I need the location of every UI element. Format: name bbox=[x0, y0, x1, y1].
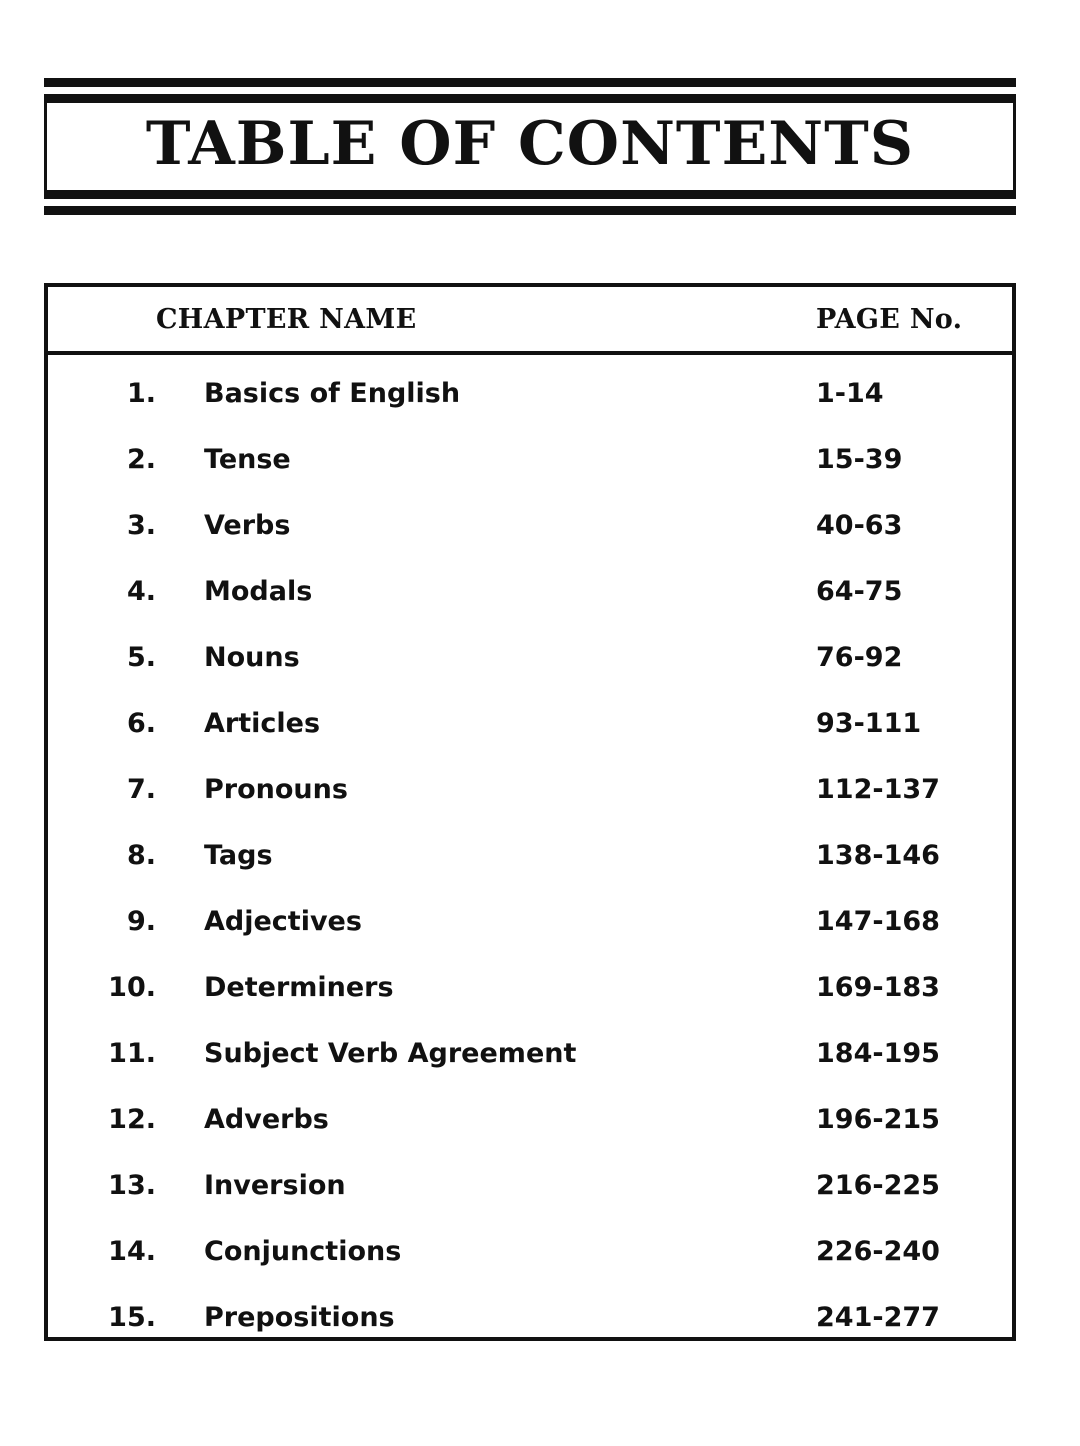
row-chapter-cell bbox=[156, 691, 772, 757]
row-number: 6. bbox=[126, 708, 156, 739]
row-pages: 64-75 bbox=[816, 576, 903, 607]
title-rule-bottom-outer bbox=[44, 206, 1016, 215]
row-page-cell bbox=[772, 823, 1012, 889]
row-number-cell bbox=[48, 757, 156, 823]
row-number-cell bbox=[48, 1153, 156, 1219]
row-pages: 196-215 bbox=[816, 1104, 940, 1135]
row-chapter: Subject Verb Agreement bbox=[204, 1038, 577, 1069]
title-block bbox=[44, 78, 1016, 215]
row-number: 3. bbox=[126, 510, 156, 541]
page-title: TABLE OF CONTENTS bbox=[145, 109, 915, 179]
row-chapter-cell bbox=[156, 1219, 772, 1285]
row-chapter: Tags bbox=[204, 840, 273, 871]
row-number-cell bbox=[48, 1285, 156, 1351]
row-page-cell bbox=[772, 493, 1012, 559]
row-pages: 40-63 bbox=[816, 510, 903, 541]
row-chapter: Pronouns bbox=[204, 774, 348, 805]
row-chapter-cell bbox=[156, 1285, 772, 1351]
row-chapter: Inversion bbox=[204, 1170, 346, 1201]
row-chapter: Verbs bbox=[204, 510, 291, 541]
row-chapter: Tense bbox=[204, 444, 291, 475]
header-page-label: PAGE No. bbox=[816, 303, 963, 335]
row-chapter: Conjunctions bbox=[204, 1236, 402, 1267]
row-page-cell bbox=[772, 427, 1012, 493]
row-page-cell bbox=[772, 361, 1012, 427]
row-number: 5. bbox=[126, 642, 156, 673]
row-number: 13. bbox=[108, 1170, 156, 1201]
row-page-cell bbox=[772, 757, 1012, 823]
table-row bbox=[48, 1285, 1012, 1351]
table-row bbox=[48, 757, 1012, 823]
row-number-cell bbox=[48, 889, 156, 955]
row-chapter-cell bbox=[156, 625, 772, 691]
row-chapter-cell bbox=[156, 1021, 772, 1087]
title-rule-gap-top bbox=[44, 87, 1016, 94]
row-number: 11. bbox=[108, 1038, 156, 1069]
row-page-cell bbox=[772, 625, 1012, 691]
title-rule-top-outer bbox=[44, 78, 1016, 87]
row-number-cell bbox=[48, 691, 156, 757]
table-row bbox=[48, 955, 1012, 1021]
row-number-cell bbox=[48, 823, 156, 889]
table-row bbox=[48, 427, 1012, 493]
row-number-cell bbox=[48, 1087, 156, 1153]
header-chapter-label: CHAPTER NAME bbox=[156, 303, 417, 335]
row-chapter-cell bbox=[156, 493, 772, 559]
row-chapter: Nouns bbox=[204, 642, 300, 673]
row-pages: 112-137 bbox=[816, 774, 940, 805]
row-chapter: Adverbs bbox=[204, 1104, 329, 1135]
row-number: 4. bbox=[126, 576, 156, 607]
row-chapter-cell bbox=[156, 559, 772, 625]
row-chapter-cell bbox=[156, 889, 772, 955]
table-row bbox=[48, 823, 1012, 889]
header-cell-chapter bbox=[156, 304, 772, 335]
row-page-cell bbox=[772, 1021, 1012, 1087]
row-chapter: Articles bbox=[204, 708, 321, 739]
toc-table bbox=[44, 283, 1016, 1341]
row-pages: 169-183 bbox=[816, 972, 940, 1003]
row-page-cell bbox=[772, 1153, 1012, 1219]
row-number-cell bbox=[48, 1219, 156, 1285]
header-cell-page bbox=[772, 304, 1012, 335]
row-pages: 76-92 bbox=[816, 642, 903, 673]
toc-header-row bbox=[48, 287, 1012, 355]
row-pages: 226-240 bbox=[816, 1236, 940, 1267]
row-chapter-cell bbox=[156, 823, 772, 889]
row-page-cell bbox=[772, 889, 1012, 955]
row-chapter-cell bbox=[156, 1153, 772, 1219]
row-pages: 1-14 bbox=[816, 378, 884, 409]
title-rule-bottom-inner bbox=[44, 190, 1016, 199]
row-number: 1. bbox=[126, 378, 156, 409]
row-number-cell bbox=[48, 361, 156, 427]
row-chapter-cell bbox=[156, 955, 772, 1021]
row-page-cell bbox=[772, 1219, 1012, 1285]
table-row bbox=[48, 1087, 1012, 1153]
row-pages: 216-225 bbox=[816, 1170, 940, 1201]
table-row bbox=[48, 1153, 1012, 1219]
row-chapter: Adjectives bbox=[204, 906, 362, 937]
row-number-cell bbox=[48, 1021, 156, 1087]
row-chapter: Modals bbox=[204, 576, 313, 607]
table-row bbox=[48, 889, 1012, 955]
row-number: 9. bbox=[126, 906, 156, 937]
table-row bbox=[48, 625, 1012, 691]
row-pages: 15-39 bbox=[816, 444, 903, 475]
row-page-cell bbox=[772, 1087, 1012, 1153]
row-number: 15. bbox=[108, 1302, 156, 1333]
row-number-cell bbox=[48, 955, 156, 1021]
row-chapter-cell bbox=[156, 1087, 772, 1153]
row-number-cell bbox=[48, 559, 156, 625]
row-chapter: Determiners bbox=[204, 972, 394, 1003]
title-rule-top-inner bbox=[44, 94, 1016, 103]
row-pages: 93-111 bbox=[816, 708, 922, 739]
row-number: 2. bbox=[126, 444, 156, 475]
row-number-cell bbox=[48, 625, 156, 691]
row-number: 8. bbox=[126, 840, 156, 871]
table-row bbox=[48, 691, 1012, 757]
row-page-cell bbox=[772, 559, 1012, 625]
toc-row-list bbox=[48, 355, 1012, 1351]
row-number: 12. bbox=[108, 1104, 156, 1135]
row-page-cell bbox=[772, 1285, 1012, 1351]
row-page-cell bbox=[772, 955, 1012, 1021]
title-box bbox=[44, 103, 1016, 190]
table-row bbox=[48, 1021, 1012, 1087]
row-chapter: Prepositions bbox=[204, 1302, 395, 1333]
title-rule-gap-bottom bbox=[44, 199, 1016, 206]
row-number: 7. bbox=[126, 774, 156, 805]
row-pages: 241-277 bbox=[816, 1302, 940, 1333]
row-chapter-cell bbox=[156, 427, 772, 493]
row-chapter-cell bbox=[156, 757, 772, 823]
row-number-cell bbox=[48, 427, 156, 493]
row-pages: 184-195 bbox=[816, 1038, 940, 1069]
row-number: 10. bbox=[108, 972, 156, 1003]
row-number-cell bbox=[48, 493, 156, 559]
table-row bbox=[48, 493, 1012, 559]
table-row bbox=[48, 1219, 1012, 1285]
table-row bbox=[48, 361, 1012, 427]
table-row bbox=[48, 559, 1012, 625]
row-page-cell bbox=[772, 691, 1012, 757]
row-pages: 138-146 bbox=[816, 840, 940, 871]
row-pages: 147-168 bbox=[816, 906, 940, 937]
row-chapter-cell bbox=[156, 361, 772, 427]
row-number: 14. bbox=[108, 1236, 156, 1267]
row-chapter: Basics of English bbox=[204, 378, 461, 409]
